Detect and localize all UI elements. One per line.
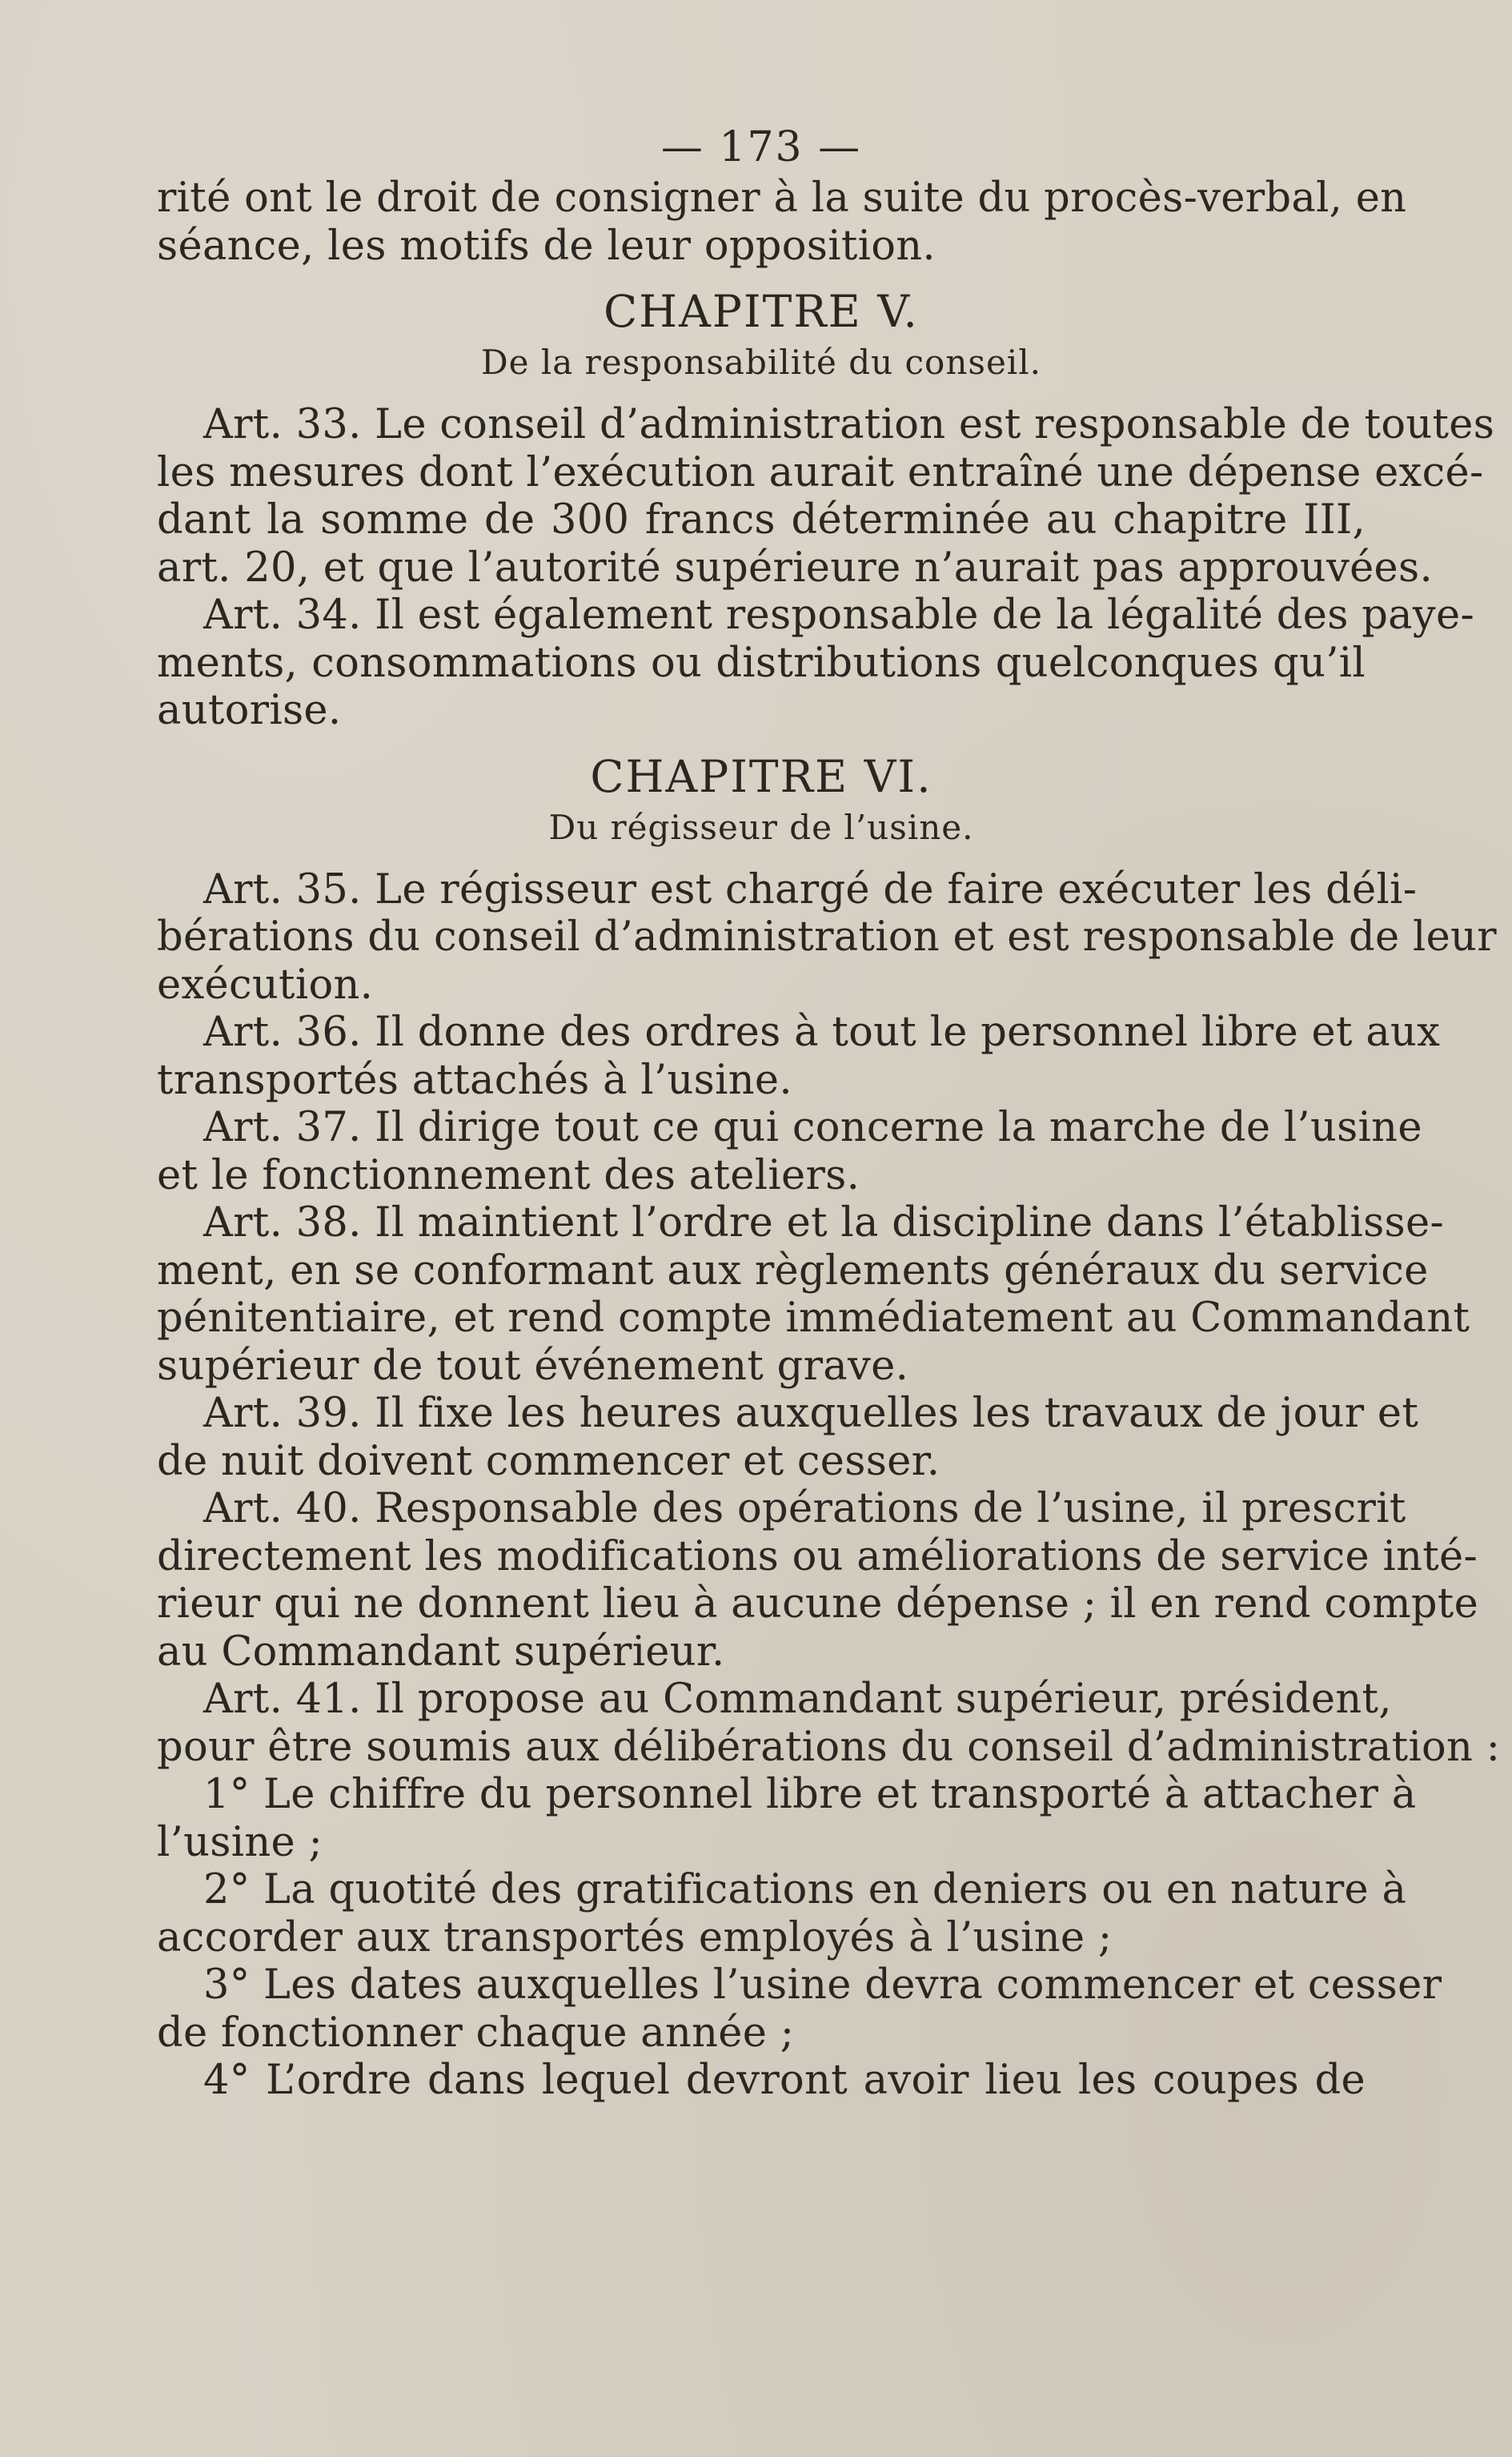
text-line: transportés attachés à l’usine. [157,1056,792,1104]
article-33-line: Art. 33. Le conseil d’administration est responsable de toutes [203,401,1495,448]
text-line: séance, les motifs de leur opposition. [157,222,936,270]
text-line: directement les modifications ou améliorations de service inté- [157,1532,1478,1580]
article-41-line: Art. 41. Il propose au Commandant supérieur, président, [203,1676,1392,1723]
book-page [157,120,1501,2105]
text-line: au Commandant supérieur. [157,1628,725,1676]
text-line: de fonctionner chaque année ; [157,2009,795,2057]
text-line: pénitentiaire, et rend compte immédiatement au Commandant [157,1295,1470,1342]
text-line: pour être soumis aux délibérations du conseil d’administration : [157,1723,1501,1771]
chapter-5-body [157,401,1495,735]
text-line: bérations du conseil d’administration et est responsable de leur [157,913,1497,961]
list-item-4: 4° L’ordre dans lequel devront avoir lieu les coupes de [203,2057,1366,2104]
text-line: accorder aux transportés employés à l’usine ; [157,1913,1113,1961]
article-39-line: Art. 39. Il fixe les heures auxquelles les travaux de jour et [203,1390,1419,1437]
chapter-subtitle: De la responsabilité du conseil. [480,343,1042,382]
chapter-heading: CHAPITRE VI. [590,750,932,802]
list-item-2: 2° La quotité des gratifications en deniers ou en nature à [203,1866,1407,1913]
text-line: art. 20, et que l’autorité supérieure n’aurait pas approuvées. [157,544,1434,592]
text-line: dant la somme de 300 francs déterminée au chapitre III, [157,496,1366,544]
article-40-line: Art. 40. Responsable des opérations de l’usine, il prescrit [203,1485,1406,1532]
list-item-3: 3° Les dates auxquelles l’usine devra commencer et cesser [203,1961,1442,2009]
article-35-line: Art. 35. Le régisseur est chargé de faire exécuter les déli- [203,865,1418,913]
intro-paragraph [157,175,1407,270]
page-number: — 173 — [660,123,862,171]
list-item-1: 1° Le chiffre du personnel libre et transporté à attacher à [203,1771,1417,1818]
text-line: ment, en se conformant aux règlements généraux du service [157,1247,1429,1295]
article-36-line: Art. 36. Il donne des ordres à tout le personnel libre et aux [203,1009,1441,1056]
chapter-6-body [157,865,1501,2105]
text-line: l’usine ; [157,1818,323,1866]
text-line: ments, consommations ou distributions quelconques qu’il [157,639,1366,687]
article-34-line: Art. 34. Il est également responsable de la légalité des paye- [203,592,1474,639]
text-line: supérieur de tout événement grave. [157,1342,909,1390]
chapter-subtitle: Du régisseur de l’usine. [548,807,974,847]
text-line: autorise. [157,687,342,734]
article-38-line: Art. 38. Il maintient l’ordre et la discipline dans l’établisse- [203,1199,1445,1247]
chapter-heading: CHAPITRE V. [604,286,919,337]
text-line: et le fonctionnement des ateliers. [157,1151,860,1199]
text-line: rieur qui ne donnent lieu à aucune dépense ; il en rend compte [157,1580,1479,1628]
text-line: exécution. [157,961,374,1009]
text-line: de nuit doivent commencer et cesser. [157,1437,940,1485]
text-line: les mesures dont l’exécution aurait entraîné une dépense excé- [157,448,1484,496]
article-37-line: Art. 37. Il dirige tout ce qui concerne la marche de l’usine [203,1104,1422,1151]
text-line: rité ont le droit de consigner à la suite du procès-verbal, en [157,175,1407,222]
